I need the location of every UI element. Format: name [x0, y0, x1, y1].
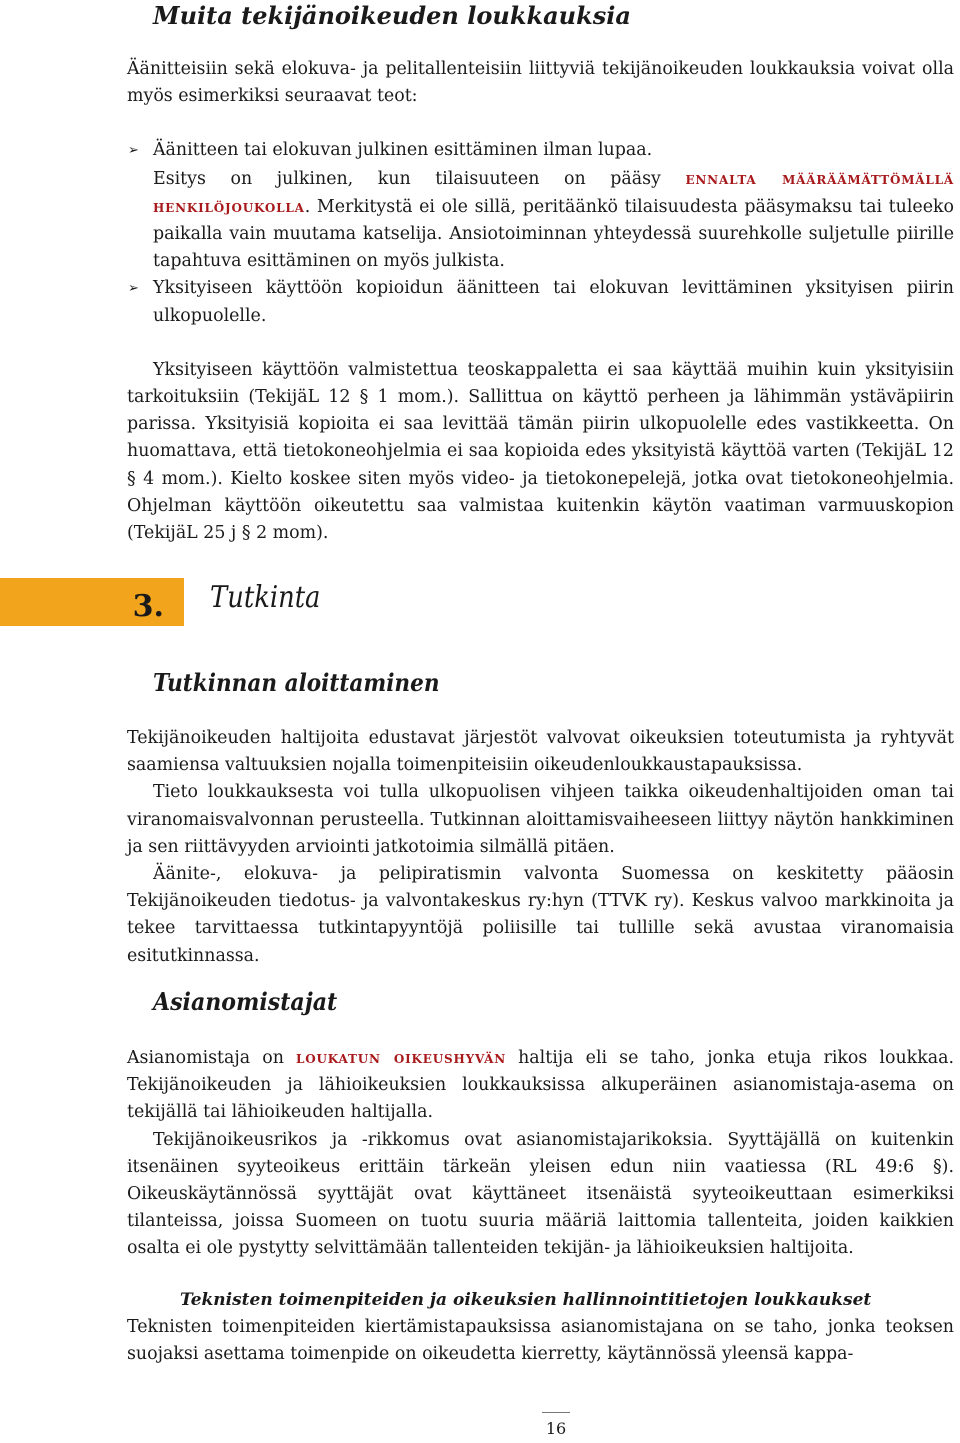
arrowhead-bullet-icon: ➢	[128, 143, 139, 159]
investigation-paragraph-3: Äänite-, elokuva- ja pelipiratismin valvonta Suomessa on keskitetty pääosin Tekijänoikeuden tiedotus- ja valvontakeskus ry:hyn (TTVK ry). Keskus valvoo markkinoita ja tekee tarvittaessa tutkintapyyntöjä poliisille tai tullille sekä avustaa viranomaisia esitutkinnassa.	[127, 864, 954, 966]
section-heading-investigation-start: Tutkinnan aloittaminen	[153, 668, 440, 697]
emphasis-term: ennalta määräämättömällä henkilöjoukolla	[153, 168, 954, 216]
section-sign: §	[932, 1156, 942, 1177]
complainant-paragraph-1	[127, 1044, 954, 1127]
chapter-number: 3.	[132, 589, 164, 624]
chapter-title: Tutkinta	[210, 580, 321, 615]
intro-paragraph: Äänitteisiin sekä elokuva- ja pelitallenteisiin liittyviä tekijänoikeuden loukkauksia voivat olla myös esimerkiksi seuraavat teot:	[127, 59, 954, 107]
section-sign: §	[127, 468, 136, 489]
list-item	[127, 275, 954, 329]
para-part: Asianomistaja on	[127, 1048, 297, 1068]
private-copy-paragraph	[127, 357, 954, 547]
para-part: Tekijänoikeusrikos ja -rikkomus ovat asianomistajarikoksia. Syyttäjällä on kuitenkin itsenäinen syyteoikeus erittäin tärkeän yleisen edun niin vaatiessa (RL 49:6	[127, 1129, 954, 1177]
bullet1-text-before: Esitys on julkinen, kun tilaisuuteen on pääsy	[153, 168, 686, 189]
bullet2-text: Yksityiseen käyttöön kopioidun äänitteen tai elokuvan levittäminen yksityisen piirin ulkopuolelle.	[153, 278, 954, 326]
arrowhead-bullet-icon: ➢	[128, 281, 139, 297]
section1-body	[127, 56, 954, 547]
chapter-number-bar	[0, 578, 184, 626]
section-heading-infringements: Muita tekijänoikeuden loukkauksia	[153, 1, 631, 30]
page-number: 16	[545, 1419, 567, 1438]
section-sign: §	[359, 387, 369, 408]
section3-body	[127, 1044, 954, 1263]
para-part: 1 mom.). Sallittua on käyttö perheen ja lähimmän ystäväpiirin parissa. Yksityisiä kopioita ei saa levittää tämän piirin ulkopuolelle edes vastikkeetta. On huomattava, että tietokoneohjelmia ei saa kopioida edes yksityistä käyttöä varten (TekijäL 12	[127, 387, 954, 462]
investigation-paragraph-1: Tekijänoikeuden haltijoita edustavat järjestöt valvovat oikeuksien toteutumista ja ryhtyvät saamiensa valtuuksien nojalla toimenpiteisiin oikeudenloukkaustapauksissa.	[127, 728, 954, 776]
section4-body	[127, 1314, 954, 1368]
section-sign: §	[241, 523, 251, 544]
para-part: haltija eli se taho, jonka etuja rikos loukkaa. Tekijänoikeuden ja lähioikeuksien loukkauksissa alkuperäinen asianomistaja-asema on tekijällä tai lähioikeuden haltijalla.	[127, 1048, 954, 1123]
infringement-list	[127, 137, 954, 329]
section2-body	[127, 725, 954, 970]
emphasis-term: loukatun oikeushyvän	[296, 1048, 507, 1067]
para-part: 4 mom.). Kielto koskee siten myös video- ja tietokonepelejä, jotka ovat tietokoneohjelmia. Ohjelman käyttöön oikeutettu saa valmistaa kuitenkin käytön vaatiman varmuuskopion (TekijäL 25 j	[127, 468, 954, 544]
bullet1-line1: Äänitteen tai elokuvan julkinen esittäminen ilman lupaa.	[153, 140, 653, 161]
para-part: ). Oikeuskäytännössä syyttäjät ovat käyttäneet itsenäistä syyteoikeuttaan esimerkiksi tilanteissa, joissa Suomeen on tuotu suuria määriä laittomia tallenteita, joiden kaikkien osalta ei ole pystytty selvittämään tallenteiden tekijän- ja lähioikeuksien haltijoita.	[127, 1156, 954, 1259]
section-heading-complainants: Asianomistajat	[153, 987, 338, 1016]
bullet1-text-after: . Merkitystä ei ole sillä, peritäänkö tilaisuudesta pääsymaksu tai tuleeko paikalla vain muutama katselija. Ansiotoiminnan yhteydessä suurehkolle suljetulle piirille tapahtuva esittäminen on myös julkista.	[153, 196, 954, 272]
investigation-paragraph-2: Tieto loukkauksesta voi tulla ulkopuolisen vihjeen taikka oikeudenhaltijoiden oman tai viranomaisvalvonnan perusteella. Tutkinnan aloittamisvaiheeseen liittyy näytön hankkiminen ja sen riittävyyden arviointi jatkotoimia silmällä pitäen.	[127, 782, 954, 857]
subsection-heading-technical-measures: Teknisten toimenpiteiden ja oikeuksien hallinnointitietojen loukkaukset	[180, 1290, 872, 1310]
page-number-rule	[542, 1412, 570, 1413]
technical-measures-paragraph: Teknisten toimenpiteiden kiertämistapauksissa asianomistajana on se taho, jonka teoksen suojaksi asettama toimenpide on oikeudetta kierretty, käytännössä yleensä kappa-	[127, 1317, 954, 1365]
para-part: 2 mom).	[250, 523, 329, 544]
complainant-paragraph-2	[127, 1127, 954, 1263]
list-item	[127, 137, 954, 275]
para-part: Yksityiseen käyttöön valmistettua teoskappaletta ei saa käyttää muihin kuin yksityisiin tarkoituksiin (TekijäL 12	[127, 359, 954, 408]
